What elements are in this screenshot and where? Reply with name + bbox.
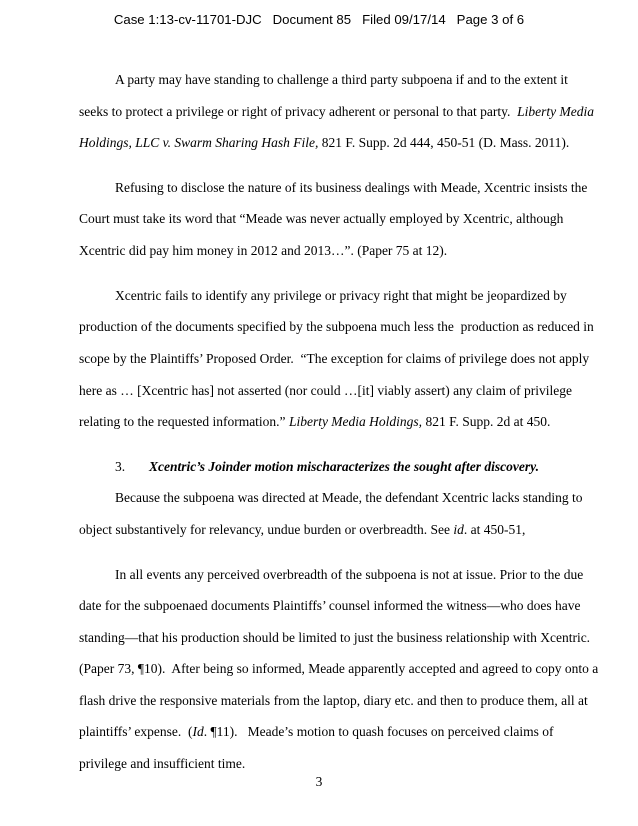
paragraph-5-line-7: privilege and insufficient time. — [79, 756, 246, 771]
citation-id: id — [453, 522, 464, 537]
section-number: 3. — [115, 459, 126, 474]
paragraph-4-line-2 — [79, 522, 525, 538]
paragraph-3-text: relating to the requested information.” — [79, 414, 286, 429]
section-heading: Xcentric’s Joinder motion mischaracterizes the sought after discovery. — [149, 459, 539, 474]
paragraph-1-line-3 — [79, 135, 569, 151]
citation-id: Id — [192, 724, 204, 739]
paragraph-3-line-3: scope by the Plaintiffs’ Proposed Order. “The exception for claims of privilege does not apply — [79, 351, 590, 366]
paragraph-2-line-3: Xcentric did pay him money in 2012 and 2013…”. (Paper 75 at 12). — [79, 243, 448, 258]
case-header: Case 1:13-cv-11701-DJC Document 85 Filed 09/17/14 Page 3 of 6 — [113, 12, 525, 27]
paragraph-2-line-2: Court must take its word that “Meade was never actually employed by Xcentric, although — [79, 211, 564, 226]
paragraph-1-line-2 — [79, 104, 594, 120]
paragraph-1-text: seeks to protect a privilege or right of privacy adherent or personal to that party. — [79, 104, 511, 119]
paragraph-5-line-4: (Paper 73, ¶10). After being so informed, Meade apparently accepted and agreed to copy onto a — [79, 661, 599, 676]
paragraph-5-text: . ¶11). Meade’s motion to quash focuses on perceived claims of — [203, 724, 554, 739]
paragraph-3-line-1: Xcentric fails to identify any privilege or privacy right that might be jeopardized by — [115, 288, 567, 303]
case-citation: Liberty Media Holdings, — [288, 414, 423, 429]
paragraph-3-line-5 — [79, 414, 550, 430]
paragraph-5-line-3: standing—that his production should be limited to just the business relationship with Xcentric. — [79, 630, 591, 645]
citation-reporter: 821 F. Supp. 2d at 450. — [422, 414, 551, 429]
paragraph-3-line-4: here as … [Xcentric has] not asserted (nor could …[it] viably assert) any claim of privilege — [79, 383, 572, 398]
case-citation: Liberty Media — [517, 104, 594, 119]
paragraph-5-line-5: flash drive the responsive materials from the laptop, diary etc. and then to produce them, all at — [79, 693, 588, 708]
paragraph-4-text: object substantively for relevancy, undue burden or overbreadth. See — [79, 522, 454, 537]
paragraph-3-line-2: production of the documents specified by the subpoena much less the production as reduced in — [79, 319, 594, 334]
paragraph-5-text: plaintiffs’ expense. ( — [79, 724, 193, 739]
paragraph-5-line-6 — [79, 724, 554, 740]
page-number: 3 — [315, 774, 323, 789]
paragraph-5-line-2: date for the subpoenaed documents Plaintiffs’ counsel informed the witness—who does have — [79, 598, 581, 613]
paragraph-1-line-1: A party may have standing to challenge a third party subpoena if and to the extent it — [115, 72, 568, 87]
paragraph-2-line-1: Refusing to disclose the nature of its business dealings with Meade, Xcentric insists the — [115, 180, 588, 195]
case-citation: Holdings, LLC v. Swarm Sharing Hash File, — [79, 135, 319, 150]
paragraph-4-line-1: Because the subpoena was directed at Meade, the defendant Xcentric lacks standing to — [115, 490, 583, 505]
paragraph-4-text: . at 450-51, — [463, 522, 526, 537]
paragraph-5-line-1: In all events any perceived overbreadth of the subpoena is not at issue. Prior to the due — [115, 567, 584, 582]
citation-reporter: 821 F. Supp. 2d 444, 450-51 (D. Mass. 2011). — [318, 135, 570, 150]
